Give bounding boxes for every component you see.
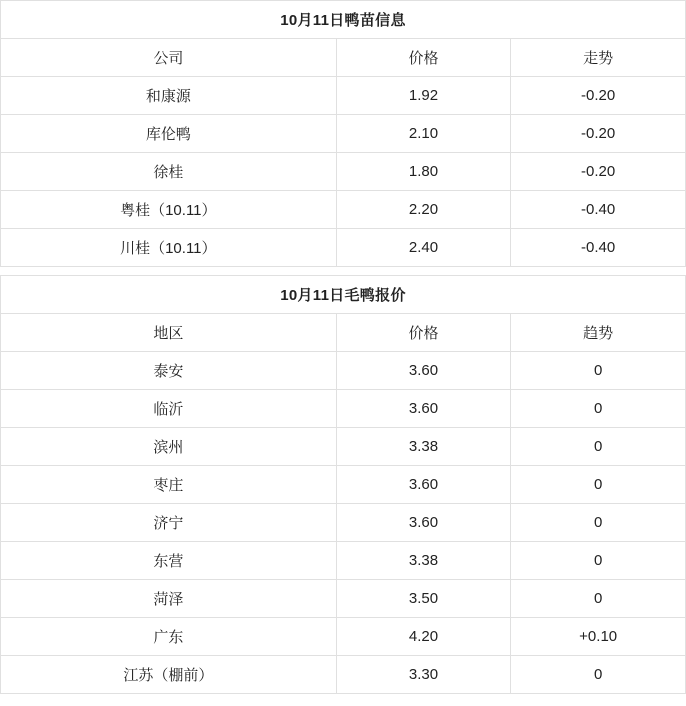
- cell-trend: -0.20: [511, 153, 686, 191]
- table-divider: [0, 267, 686, 275]
- cell-name: 和康源: [1, 77, 337, 115]
- table-row: [1, 153, 686, 191]
- table-row: [1, 656, 686, 694]
- cell-name: 济宁: [1, 504, 337, 542]
- cell-price: 3.50: [336, 580, 511, 618]
- cell-trend: 0: [511, 656, 686, 694]
- cell-price: 3.60: [336, 352, 511, 390]
- table-title-row: [1, 1, 686, 39]
- cell-name: 库伦鸭: [1, 115, 337, 153]
- cell-price: 1.80: [336, 153, 511, 191]
- cell-price: 2.40: [336, 229, 511, 267]
- column-header-trend: 走势: [511, 39, 686, 77]
- table-row: [1, 428, 686, 466]
- table-row: [1, 542, 686, 580]
- table-header-row: [1, 39, 686, 77]
- duckling-info-table: [0, 0, 686, 267]
- cell-name: 徐桂: [1, 153, 337, 191]
- cell-trend: -0.40: [511, 229, 686, 267]
- cell-name: 川桂（10.11）: [1, 229, 337, 267]
- column-header-price: 价格: [336, 314, 511, 352]
- column-header-name: 公司: [1, 39, 337, 77]
- cell-trend: 0: [511, 390, 686, 428]
- table-title: 10月11日毛鸭报价: [1, 276, 686, 314]
- cell-trend: -0.20: [511, 77, 686, 115]
- cell-trend: -0.40: [511, 191, 686, 229]
- cell-trend: +0.10: [511, 618, 686, 656]
- table-row: [1, 352, 686, 390]
- column-header-region: 地区: [1, 314, 337, 352]
- cell-price: 3.38: [336, 428, 511, 466]
- column-header-price: 价格: [336, 39, 511, 77]
- table-title: 10月11日鸭苗信息: [1, 1, 686, 39]
- cell-price: 1.92: [336, 77, 511, 115]
- cell-price: 3.38: [336, 542, 511, 580]
- cell-name: 菏泽: [1, 580, 337, 618]
- table-header-row: [1, 314, 686, 352]
- cell-name: 临沂: [1, 390, 337, 428]
- cell-name: 江苏（棚前）: [1, 656, 337, 694]
- cell-trend: 0: [511, 428, 686, 466]
- table-row: [1, 77, 686, 115]
- cell-name: 滨州: [1, 428, 337, 466]
- cell-trend: 0: [511, 466, 686, 504]
- table-row: [1, 580, 686, 618]
- table-row: [1, 618, 686, 656]
- cell-name: 枣庄: [1, 466, 337, 504]
- cell-price: 3.60: [336, 390, 511, 428]
- cell-name: 东营: [1, 542, 337, 580]
- table-row: [1, 390, 686, 428]
- cell-trend: 0: [511, 504, 686, 542]
- cell-price: 4.20: [336, 618, 511, 656]
- cell-price: 3.60: [336, 504, 511, 542]
- cell-price: 3.30: [336, 656, 511, 694]
- cell-trend: -0.20: [511, 115, 686, 153]
- table-title-row: [1, 276, 686, 314]
- table-row: [1, 229, 686, 267]
- cell-price: 3.60: [336, 466, 511, 504]
- cell-name: 泰安: [1, 352, 337, 390]
- table-row: [1, 466, 686, 504]
- table-row: [1, 191, 686, 229]
- cell-name: 广东: [1, 618, 337, 656]
- cell-price: 2.20: [336, 191, 511, 229]
- cell-name: 粤桂（10.11）: [1, 191, 337, 229]
- column-header-trend: 趋势: [511, 314, 686, 352]
- cell-price: 2.10: [336, 115, 511, 153]
- cell-trend: 0: [511, 542, 686, 580]
- table-row: [1, 115, 686, 153]
- live-duck-price-table: [0, 275, 686, 694]
- table-row: [1, 504, 686, 542]
- cell-trend: 0: [511, 580, 686, 618]
- cell-trend: 0: [511, 352, 686, 390]
